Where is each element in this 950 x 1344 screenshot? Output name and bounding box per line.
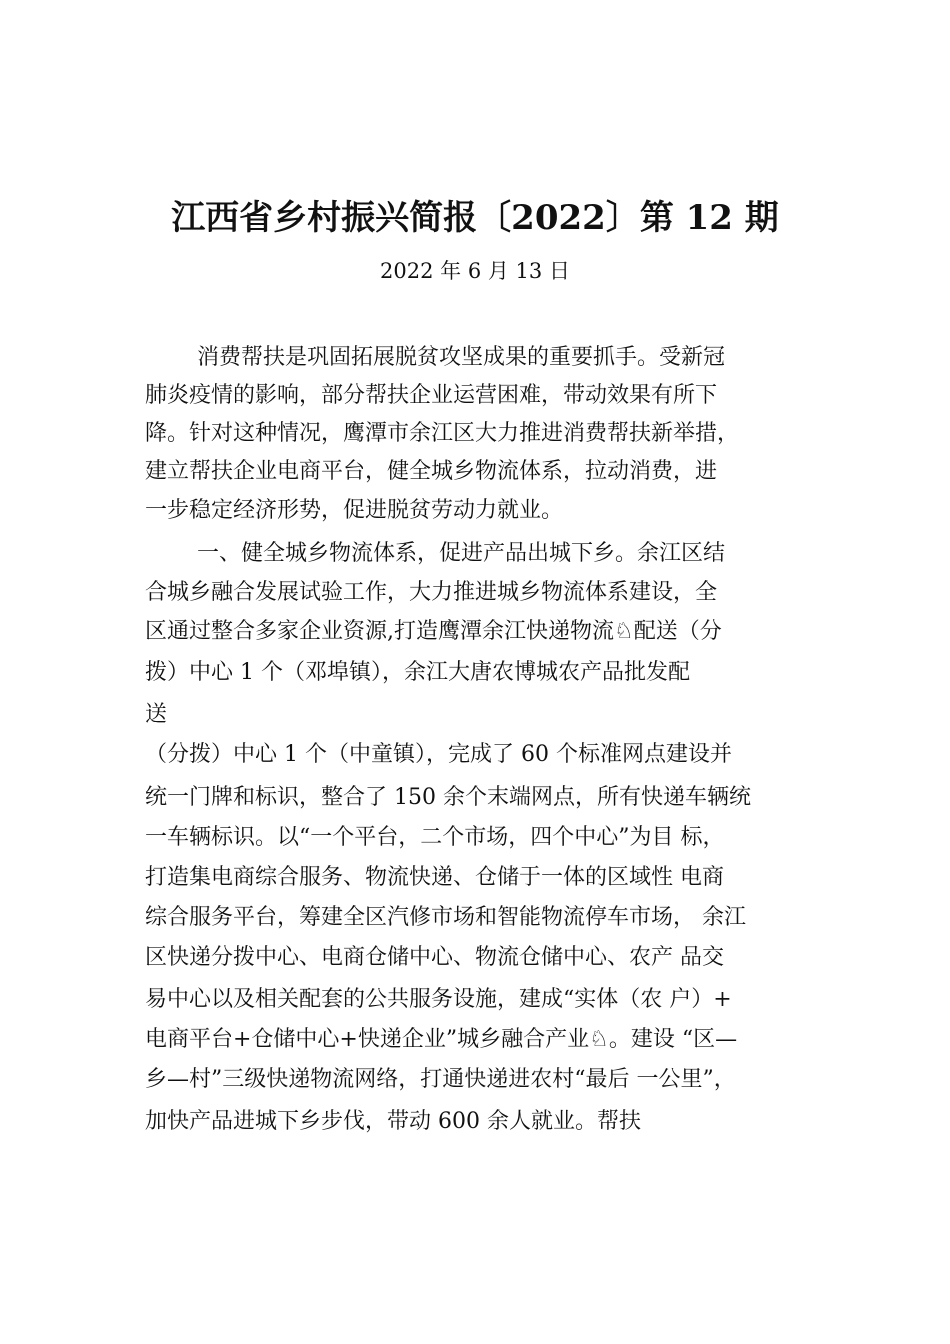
body-line: 一步稳定经济形势，促进脱贫劳动力就业。 [145, 498, 564, 523]
document-date: 2022 年 6 月 13 日 [380, 259, 570, 283]
body-line: 合城乡融合发展试验工作，大力推进城乡物流体系建设，全 [145, 580, 718, 605]
body-line: 统一门牌和标识，整合了 150 余个末端网点，所有快递车辆统 [145, 785, 751, 810]
body-line: 拨）中心 1 个（邓埠镇），余江大唐农博城农产品批发配 [145, 660, 690, 685]
body-line: 乡—村”三级快递物流网络，打通快递进农村“最后 一公里”， [145, 1067, 736, 1092]
body-line: （分拨）中心 1 个（中童镇），完成了 60 个标准网点建设并 [145, 742, 732, 767]
body-line: 电商平台+仓储中心+快递企业”城乡融合产业♘。建设 “区— [145, 1027, 738, 1052]
body-line: 送 [145, 702, 168, 727]
body-line: 一、健全城乡物流体系，促进产品出城下乡。余江区结 [197, 541, 726, 566]
body-line: 打造集电商综合服务、物流快递、仓储于一体的区域性 电商 [145, 865, 724, 890]
body-line: 降。针对这种情况，鹰潭市余江区大力推进消费帮扶新举措， [145, 421, 740, 446]
body-line: 易中心以及相关配套的公共服务设施，建成“实体（农 户）+ [145, 987, 732, 1012]
body-line: 一车辆标识。以“一个平台，二个市场，四个中心”为目 标， [145, 825, 725, 850]
body-line: 综合服务平台，筹建全区汽修市场和智能物流停车市场， 余江 [145, 905, 746, 930]
body-line: 区快递分拨中心、电商仓储中心、物流仓储中心、农产 品交 [145, 945, 724, 970]
document-title: 江西省乡村振兴简报〔2022〕第 12 期 [171, 198, 779, 238]
body-line: 建立帮扶企业电商平台，健全城乡物流体系，拉动消费，进 [145, 459, 718, 484]
body-line: 区通过整合多家企业资源,打造鹰潭余江快递物流♘配送（分 [145, 619, 722, 644]
body-line: 消费帮扶是巩固拓展脱贫攻坚成果的重要抓手。受新冠 [197, 345, 726, 370]
body-line: 肺炎疫情的影响，部分帮扶企业运营困难，带动效果有所下 [145, 383, 718, 408]
body-line: 加快产品进城下乡步伐，带动 600 余人就业。帮扶 [145, 1109, 641, 1134]
